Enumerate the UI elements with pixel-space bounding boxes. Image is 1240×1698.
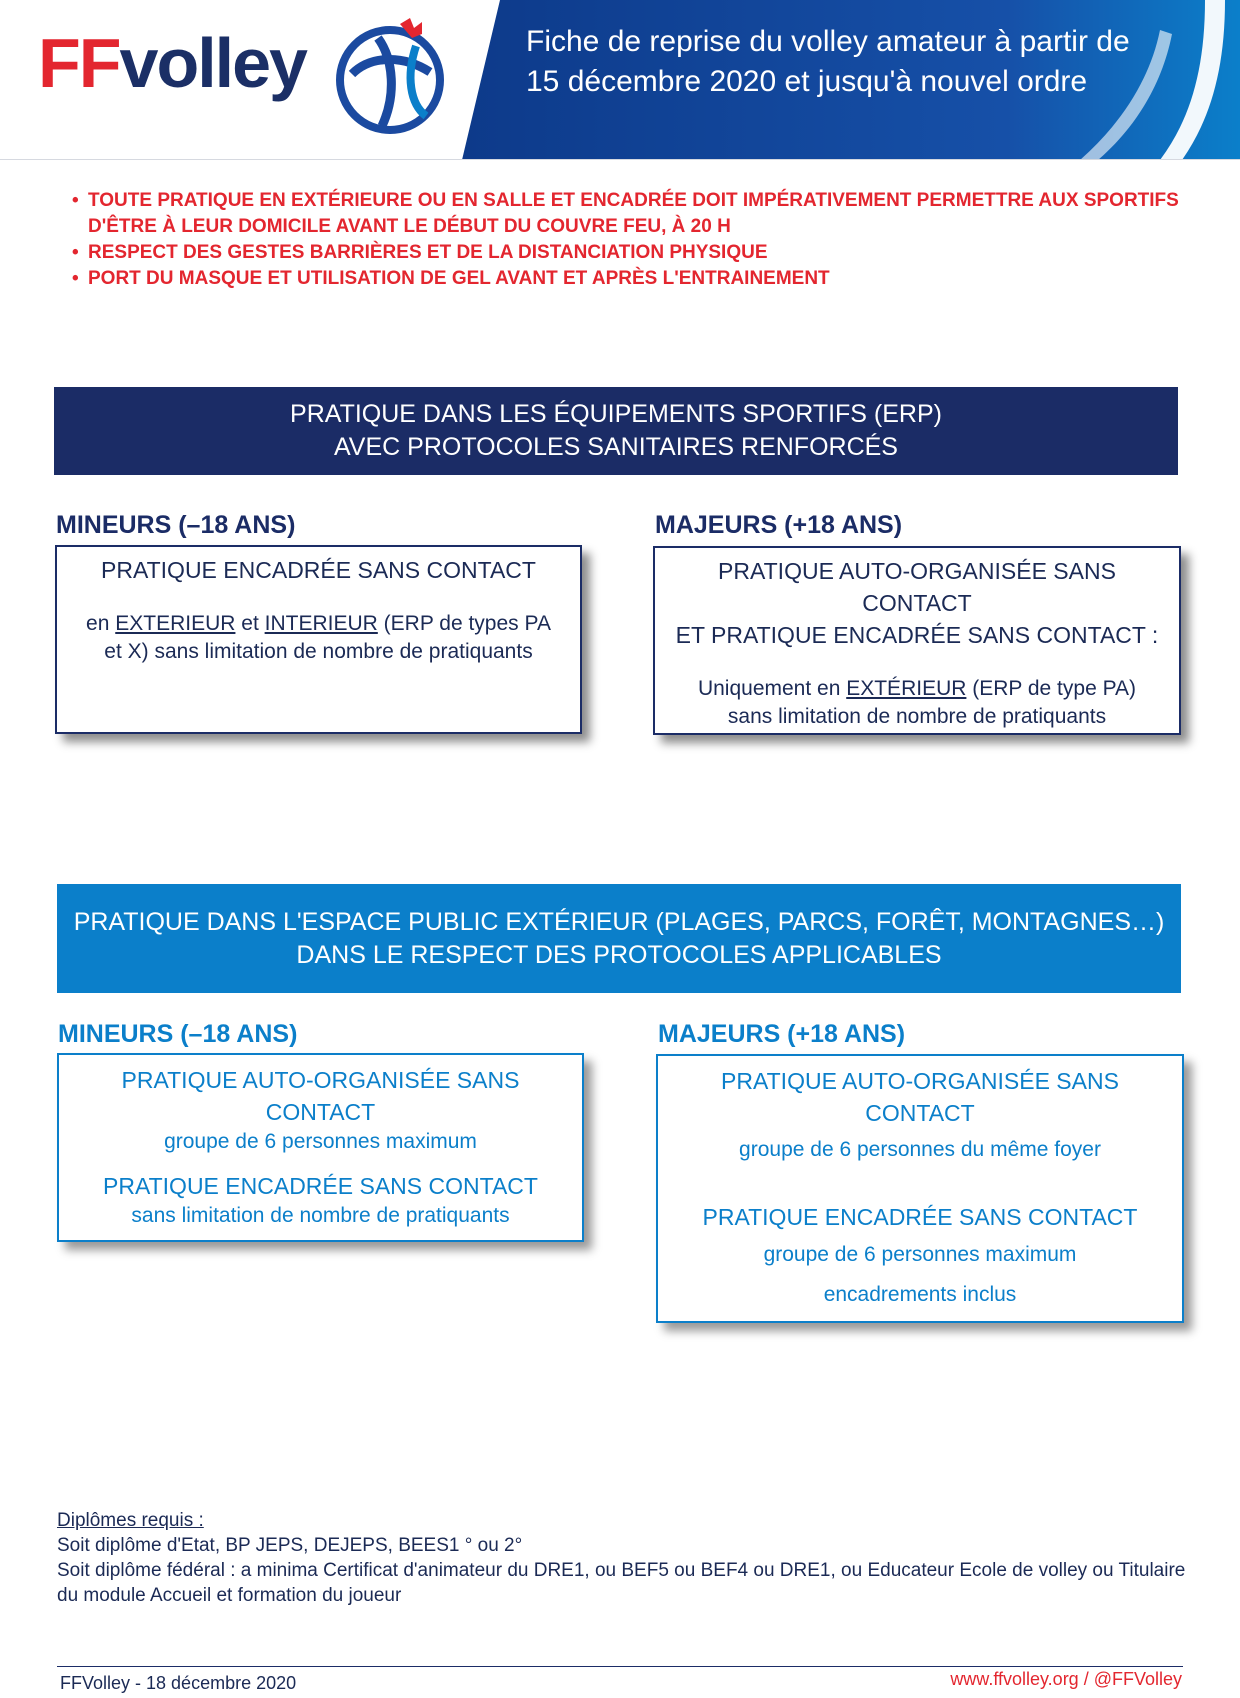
logo-volley-text: volley <box>119 24 306 102</box>
diplomas-line1: Soit diplôme d'Etat, BP JEPS, DEJEPS, BEES1 ° ou 2° <box>57 1535 523 1556</box>
diplomas-note <box>57 1508 1197 1608</box>
erp-section-banner <box>54 387 1178 475</box>
public-minors-card <box>57 1053 584 1242</box>
erp-banner-line1: PRATIQUE DANS LES ÉQUIPEMENTS SPORTIFS (ERP) <box>290 400 942 428</box>
erp-minors-interior: INTERIEUR <box>264 612 378 635</box>
erp-adults-text <box>665 675 1169 731</box>
public-minors-title1: PRATIQUE AUTO-ORGANISÉE SANS CONTACT <box>121 1067 520 1125</box>
diplomas-label: Diplômes requis : <box>57 1510 204 1531</box>
erp-adults-heading: MAJEURS (+18 ANS) <box>655 511 903 539</box>
public-minors-heading: MINEURS (–18 ANS) <box>58 1020 298 1048</box>
public-adults-card <box>656 1054 1184 1323</box>
public-adults-text2: groupe de 6 personnes maximum <box>763 1243 1077 1266</box>
erp-minors-text <box>77 610 560 666</box>
footer-website-link[interactable]: www.ffvolley.org / @FFVolley <box>950 1669 1182 1689</box>
erp-adults-exterior: EXTÉRIEUR <box>846 677 967 700</box>
erp-adults-text-before: Uniquement en <box>697 677 847 700</box>
erp-minors-text-before: en <box>86 612 116 635</box>
diplomas-line2: Soit diplôme fédéral : a minima Certificat d'animateur du DRE1, ou BEF5 ou BEF4 ou DRE1, ou Educateur Ecole de volley ou Titulaire du module Accueil et formation du joueur <box>57 1560 1186 1606</box>
erp-minors-heading: MINEURS (–18 ANS) <box>56 511 296 539</box>
document-title: Fiche de reprise du volley amateur à partir de 15 décembre 2020 et jusqu'à nouvel ordre <box>526 25 1130 98</box>
warning-curfew: • TOUTE PRATIQUE EN EXTÉRIEURE OU EN SALLE ET ENCADRÉE DOIT IMPÉRATIVEMENT PERMETTRE AUX SPORTIFS D'ÊTRE À LEUR DOMICILE AVANT LE DÉBUT DU COUVRE FEU, À 20 H <box>70 188 1190 240</box>
warning-mask-gel: • PORT DU MASQUE ET UTILISATION DE GEL AVANT ET APRÈS L'ENTRAINEMENT <box>70 266 1190 292</box>
erp-minors-text-and: et <box>235 612 265 635</box>
erp-minors-title: PRATIQUE ENCADRÉE SANS CONTACT <box>101 557 536 583</box>
public-minors-text1: groupe de 6 personnes maximum <box>164 1130 477 1153</box>
erp-adults-title-line1: PRATIQUE AUTO-ORGANISÉE SANS CONTACT <box>718 558 1116 616</box>
logo-ff-text: FF <box>38 24 120 102</box>
ffvolley-logo <box>38 24 306 102</box>
public-adults-text3: encadrements inclus <box>823 1283 1017 1306</box>
volleyball-rooster-icon <box>330 16 450 136</box>
erp-adults-title-line2: ET PRATIQUE ENCADRÉE SANS CONTACT : <box>675 622 1159 648</box>
erp-minors-exterior: EXTERIEUR <box>115 612 236 635</box>
public-adults-heading: MAJEURS (+18 ANS) <box>658 1020 906 1048</box>
public-adults-title2: PRATIQUE ENCADRÉE SANS CONTACT <box>702 1204 1138 1230</box>
public-banner-line2: DANS LE RESPECT DES PROTOCOLES APPLICABLES <box>296 940 942 969</box>
footer-date: FFVolley - 18 décembre 2020 <box>60 1673 297 1693</box>
public-minors-text2: sans limitation de nombre de pratiquants <box>131 1204 510 1227</box>
public-banner-line1: PRATIQUE DANS L'ESPACE PUBLIC EXTÉRIEUR (PLAGES, PARCS, FORÊT, MONTAGNES…) <box>73 907 1165 936</box>
warning-barrier-gestures: • RESPECT DES GESTES BARRIÈRES ET DE LA DISTANCIATION PHYSIQUE <box>70 240 1190 266</box>
public-space-section-banner <box>57 884 1181 993</box>
public-adults-text1: groupe de 6 personnes du même foyer <box>739 1138 1101 1161</box>
public-adults-title1: PRATIQUE AUTO-ORGANISÉE SANS CONTACT <box>721 1068 1119 1126</box>
page-header <box>0 0 1240 160</box>
warning-list <box>70 188 1190 292</box>
erp-minors-text-after: (ERP de types PA et X) sans limitation de nombre de pratiquants <box>104 612 551 663</box>
erp-adults-card <box>653 546 1181 735</box>
erp-banner-line2: AVEC PROTOCOLES SANITAIRES RENFORCÉS <box>333 433 898 461</box>
erp-minors-card <box>55 545 582 734</box>
public-minors-title2: PRATIQUE ENCADRÉE SANS CONTACT <box>103 1173 538 1199</box>
erp-adults-text-after: (ERP de type PA) sans limitation de nombre de pratiquants <box>727 677 1137 728</box>
